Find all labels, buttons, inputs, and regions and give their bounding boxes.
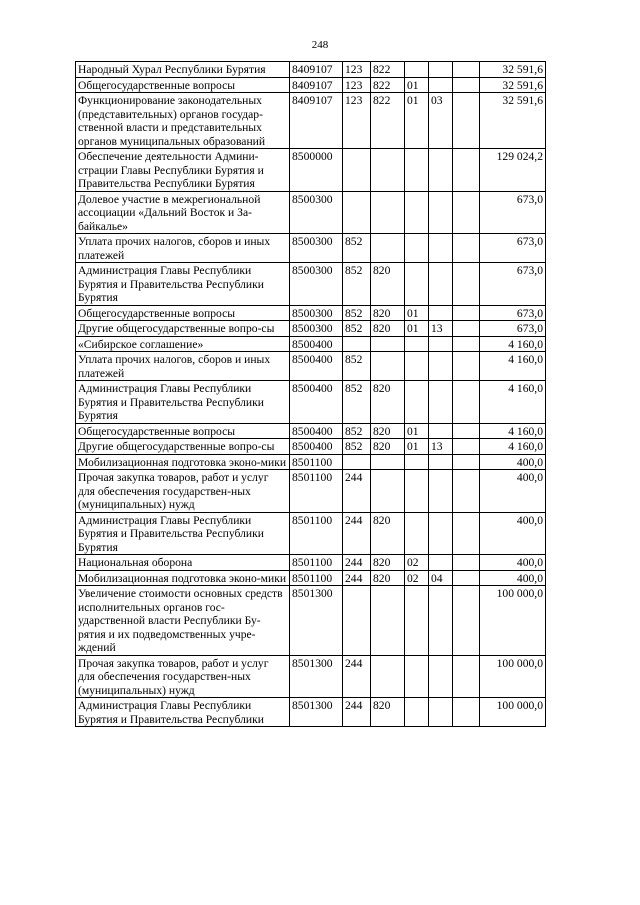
table-row bbox=[76, 512, 546, 555]
cell-subsection: 04 bbox=[429, 570, 453, 586]
cell-subsection bbox=[429, 77, 453, 93]
cell-target-article: 8500400 bbox=[290, 336, 343, 352]
cell-expense-type: 244 bbox=[343, 470, 371, 513]
table-row bbox=[76, 263, 546, 306]
cell-department: 820 bbox=[371, 512, 405, 555]
cell-name: Администрация Главы Республики Бурятия и Правительства Республики Бурятия bbox=[76, 381, 290, 424]
cell-empty bbox=[453, 439, 480, 455]
cell-target-article: 8500400 bbox=[290, 381, 343, 424]
budget-table bbox=[75, 61, 546, 727]
table-row bbox=[76, 321, 546, 337]
cell-subsection bbox=[429, 381, 453, 424]
cell-subsection bbox=[429, 423, 453, 439]
cell-amount: 673,0 bbox=[480, 321, 546, 337]
table-row bbox=[76, 352, 546, 381]
cell-subsection: 13 bbox=[429, 321, 453, 337]
cell-subsection bbox=[429, 149, 453, 192]
cell-amount: 673,0 bbox=[480, 191, 546, 234]
cell-section bbox=[405, 191, 429, 234]
table-row bbox=[76, 470, 546, 513]
cell-name: Другие общегосударственные вопро-сы bbox=[76, 321, 290, 337]
cell-section: 02 bbox=[405, 555, 429, 571]
cell-empty bbox=[453, 698, 480, 727]
cell-amount: 4 160,0 bbox=[480, 423, 546, 439]
cell-empty bbox=[453, 470, 480, 513]
cell-target-article: 8500300 bbox=[290, 321, 343, 337]
cell-subsection bbox=[429, 305, 453, 321]
cell-section bbox=[405, 655, 429, 698]
page-number: 248 bbox=[311, 39, 329, 51]
cell-name: Уплата прочих налогов, сборов и иных платежей bbox=[76, 234, 290, 263]
cell-department bbox=[371, 655, 405, 698]
cell-expense-type bbox=[343, 191, 371, 234]
cell-target-article: 8501100 bbox=[290, 470, 343, 513]
table-row bbox=[76, 570, 546, 586]
cell-expense-type bbox=[343, 336, 371, 352]
cell-amount: 673,0 bbox=[480, 305, 546, 321]
cell-amount: 400,0 bbox=[480, 470, 546, 513]
cell-department: 820 bbox=[371, 555, 405, 571]
cell-section bbox=[405, 62, 429, 78]
cell-department: 822 bbox=[371, 93, 405, 149]
cell-section: 01 bbox=[405, 305, 429, 321]
cell-name: Мобилизационная подготовка эконо-мики bbox=[76, 454, 290, 470]
cell-name: Народный Хурал Республики Бурятия bbox=[76, 62, 290, 78]
cell-expense-type: 852 bbox=[343, 305, 371, 321]
table-body bbox=[76, 62, 546, 727]
cell-target-article: 8500000 bbox=[290, 149, 343, 192]
cell-amount: 4 160,0 bbox=[480, 336, 546, 352]
table-row bbox=[76, 381, 546, 424]
cell-department bbox=[371, 352, 405, 381]
cell-section bbox=[405, 470, 429, 513]
cell-department: 822 bbox=[371, 62, 405, 78]
cell-target-article: 8501100 bbox=[290, 555, 343, 571]
cell-name: Администрация Главы Республики Бурятия и Правительства Республики bbox=[76, 698, 290, 727]
cell-department: 820 bbox=[371, 381, 405, 424]
cell-empty bbox=[453, 321, 480, 337]
cell-expense-type: 852 bbox=[343, 263, 371, 306]
table-row bbox=[76, 439, 546, 455]
cell-department: 820 bbox=[371, 305, 405, 321]
cell-expense-type: 852 bbox=[343, 234, 371, 263]
cell-subsection bbox=[429, 586, 453, 656]
cell-section: 01 bbox=[405, 321, 429, 337]
cell-subsection bbox=[429, 655, 453, 698]
cell-expense-type: 852 bbox=[343, 381, 371, 424]
cell-amount: 32 591,6 bbox=[480, 93, 546, 149]
cell-target-article: 8500400 bbox=[290, 423, 343, 439]
cell-empty bbox=[453, 586, 480, 656]
cell-target-article: 8409107 bbox=[290, 93, 343, 149]
cell-section: 01 bbox=[405, 423, 429, 439]
cell-empty bbox=[453, 336, 480, 352]
cell-empty bbox=[453, 62, 480, 78]
table-row bbox=[76, 77, 546, 93]
cell-amount: 100 000,0 bbox=[480, 586, 546, 656]
cell-amount: 129 024,2 bbox=[480, 149, 546, 192]
cell-name: Уплата прочих налогов, сборов и иных платежей bbox=[76, 352, 290, 381]
table-row bbox=[76, 423, 546, 439]
cell-subsection bbox=[429, 555, 453, 571]
cell-department: 820 bbox=[371, 570, 405, 586]
cell-expense-type: 244 bbox=[343, 698, 371, 727]
cell-target-article: 8409107 bbox=[290, 62, 343, 78]
cell-name: Общегосударственные вопросы bbox=[76, 423, 290, 439]
cell-amount: 32 591,6 bbox=[480, 62, 546, 78]
cell-subsection bbox=[429, 698, 453, 727]
cell-department: 820 bbox=[371, 439, 405, 455]
cell-name: Прочая закупка товаров, работ и услуг для обеспечения государствен-ных (муниципальных) нужд bbox=[76, 470, 290, 513]
cell-expense-type bbox=[343, 454, 371, 470]
cell-target-article: 8501300 bbox=[290, 655, 343, 698]
cell-department bbox=[371, 191, 405, 234]
cell-expense-type: 852 bbox=[343, 321, 371, 337]
cell-target-article: 8409107 bbox=[290, 77, 343, 93]
cell-empty bbox=[453, 423, 480, 439]
cell-name: Общегосударственные вопросы bbox=[76, 305, 290, 321]
cell-subsection bbox=[429, 234, 453, 263]
cell-subsection bbox=[429, 352, 453, 381]
cell-target-article: 8500400 bbox=[290, 439, 343, 455]
cell-amount: 4 160,0 bbox=[480, 381, 546, 424]
cell-name: Обеспечение деятельности Админи-страции Главы Республики Бурятия и Правительства Республики Бурятия bbox=[76, 149, 290, 192]
cell-name: Администрация Главы Республики Бурятия и Правительства Республики Бурятия bbox=[76, 263, 290, 306]
cell-expense-type: 123 bbox=[343, 62, 371, 78]
cell-expense-type: 852 bbox=[343, 423, 371, 439]
cell-section bbox=[405, 352, 429, 381]
cell-section bbox=[405, 234, 429, 263]
cell-subsection bbox=[429, 454, 453, 470]
cell-amount: 673,0 bbox=[480, 234, 546, 263]
cell-empty bbox=[453, 191, 480, 234]
cell-section: 02 bbox=[405, 570, 429, 586]
cell-empty bbox=[453, 352, 480, 381]
cell-department: 822 bbox=[371, 77, 405, 93]
cell-target-article: 8501100 bbox=[290, 512, 343, 555]
cell-section: 01 bbox=[405, 77, 429, 93]
cell-empty bbox=[453, 655, 480, 698]
table-row bbox=[76, 555, 546, 571]
cell-subsection bbox=[429, 62, 453, 78]
table-row bbox=[76, 149, 546, 192]
cell-section bbox=[405, 698, 429, 727]
cell-name: Другие общегосударственные вопро-сы bbox=[76, 439, 290, 455]
cell-expense-type bbox=[343, 586, 371, 656]
cell-section bbox=[405, 454, 429, 470]
table-row bbox=[76, 305, 546, 321]
cell-name: Прочая закупка товаров, работ и услуг для обеспечения государствен-ных (муниципальных) нужд bbox=[76, 655, 290, 698]
cell-amount: 4 160,0 bbox=[480, 439, 546, 455]
cell-subsection bbox=[429, 191, 453, 234]
table-row bbox=[76, 655, 546, 698]
cell-section bbox=[405, 263, 429, 306]
cell-target-article: 8501100 bbox=[290, 454, 343, 470]
cell-subsection bbox=[429, 512, 453, 555]
cell-empty bbox=[453, 305, 480, 321]
cell-section bbox=[405, 586, 429, 656]
cell-amount: 400,0 bbox=[480, 570, 546, 586]
cell-department bbox=[371, 454, 405, 470]
cell-name: Национальная оборона bbox=[76, 555, 290, 571]
cell-empty bbox=[453, 93, 480, 149]
cell-amount: 32 591,6 bbox=[480, 77, 546, 93]
cell-target-article: 8500400 bbox=[290, 352, 343, 381]
table-row bbox=[76, 698, 546, 727]
cell-department: 820 bbox=[371, 263, 405, 306]
cell-empty bbox=[453, 77, 480, 93]
cell-section bbox=[405, 149, 429, 192]
cell-expense-type: 123 bbox=[343, 93, 371, 149]
cell-target-article: 8500300 bbox=[290, 191, 343, 234]
cell-department bbox=[371, 234, 405, 263]
cell-amount: 400,0 bbox=[480, 454, 546, 470]
cell-empty bbox=[453, 149, 480, 192]
cell-empty bbox=[453, 570, 480, 586]
cell-expense-type: 852 bbox=[343, 439, 371, 455]
cell-empty bbox=[453, 234, 480, 263]
cell-name: Общегосударственные вопросы bbox=[76, 77, 290, 93]
cell-empty bbox=[453, 555, 480, 571]
cell-section bbox=[405, 336, 429, 352]
cell-expense-type: 244 bbox=[343, 570, 371, 586]
table-row bbox=[76, 191, 546, 234]
cell-target-article: 8501300 bbox=[290, 698, 343, 727]
cell-empty bbox=[453, 512, 480, 555]
cell-department: 820 bbox=[371, 698, 405, 727]
table-row bbox=[76, 62, 546, 78]
cell-amount: 100 000,0 bbox=[480, 698, 546, 727]
table-row bbox=[76, 586, 546, 656]
cell-target-article: 8500300 bbox=[290, 305, 343, 321]
cell-department: 820 bbox=[371, 321, 405, 337]
cell-expense-type: 244 bbox=[343, 555, 371, 571]
table-row bbox=[76, 234, 546, 263]
cell-target-article: 8501300 bbox=[290, 586, 343, 656]
cell-section: 01 bbox=[405, 93, 429, 149]
cell-name: Функционирование законодательных (представительных) органов государ-ственной власти и представительных органов муниципальных образований bbox=[76, 93, 290, 149]
cell-department bbox=[371, 470, 405, 513]
cell-section bbox=[405, 512, 429, 555]
cell-target-article: 8500300 bbox=[290, 234, 343, 263]
cell-amount: 400,0 bbox=[480, 555, 546, 571]
table-row bbox=[76, 93, 546, 149]
cell-subsection: 13 bbox=[429, 439, 453, 455]
cell-amount: 4 160,0 bbox=[480, 352, 546, 381]
cell-subsection bbox=[429, 336, 453, 352]
cell-subsection bbox=[429, 470, 453, 513]
cell-department: 820 bbox=[371, 423, 405, 439]
cell-target-article: 8501100 bbox=[290, 570, 343, 586]
cell-expense-type: 852 bbox=[343, 352, 371, 381]
cell-amount: 673,0 bbox=[480, 263, 546, 306]
cell-expense-type bbox=[343, 149, 371, 192]
cell-name: Администрация Главы Республики Бурятия и Правительства Республики Бурятия bbox=[76, 512, 290, 555]
cell-amount: 400,0 bbox=[480, 512, 546, 555]
cell-department bbox=[371, 149, 405, 192]
cell-amount: 100 000,0 bbox=[480, 655, 546, 698]
cell-department bbox=[371, 586, 405, 656]
cell-name: Увеличение стоимости основных средств исполнительных органов гос-ударственной власти Республики Бу-рятия и их подведомственных учре-ждений bbox=[76, 586, 290, 656]
cell-empty bbox=[453, 263, 480, 306]
cell-expense-type: 244 bbox=[343, 512, 371, 555]
cell-subsection: 03 bbox=[429, 93, 453, 149]
table-row bbox=[76, 454, 546, 470]
cell-empty bbox=[453, 454, 480, 470]
cell-department bbox=[371, 336, 405, 352]
cell-expense-type: 123 bbox=[343, 77, 371, 93]
cell-name: Долевое участие в межрегиональной ассоциации «Дальний Восток и За-байкалье» bbox=[76, 191, 290, 234]
cell-name: Мобилизационная подготовка эконо-мики bbox=[76, 570, 290, 586]
cell-empty bbox=[453, 381, 480, 424]
cell-expense-type: 244 bbox=[343, 655, 371, 698]
cell-target-article: 8500300 bbox=[290, 263, 343, 306]
cell-subsection bbox=[429, 263, 453, 306]
table-row bbox=[76, 336, 546, 352]
cell-section: 01 bbox=[405, 439, 429, 455]
cell-section bbox=[405, 381, 429, 424]
cell-name: «Сибирское соглашение» bbox=[76, 336, 290, 352]
